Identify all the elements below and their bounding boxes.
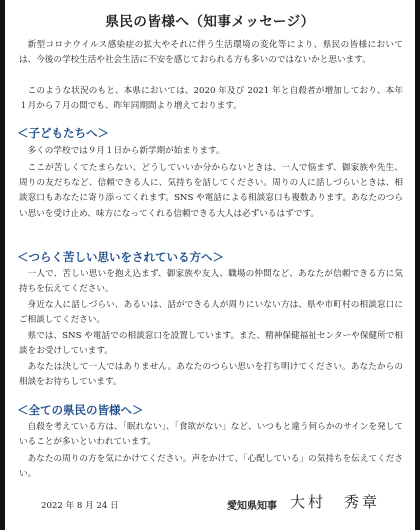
- signer-name: 大村 秀章: [290, 493, 381, 511]
- all-paragraph-1: 自殺を考えている方は、「眠れない」、「食欲がない」など、いつもと違う何らかのサインを発していることが多いといわれています。: [19, 422, 403, 448]
- intro-paragraph-1: 新型コロナウイルス感染症の拡大やそれに伴う生活環境の変化等により、県民の皆様においては、今後の学校生活や社会生活に不安を感じておられる方も多いのではないかと思います。: [19, 40, 403, 66]
- suffering-paragraph-3: 県では、SNS や電話での相談窓口を設置しています。また、精神保健福祉センターや保健所で相談をお受けしています。: [19, 331, 403, 357]
- all-paragraph-2: あなたの周りの方を気にかけてください。声をかけて、「心配している」の気持ちを伝えてください。: [19, 454, 403, 480]
- page-title: 県民の皆様へ（知事メッセージ）: [105, 14, 315, 30]
- document-date: 2022 年 8 月 24 日: [41, 501, 119, 511]
- suffering-paragraph-1: 一人で、苦しい思いを抱え込まず、御家族や友人、職場の仲間など、あなたが信頼できる方に気持ちを伝えてください。: [19, 269, 403, 295]
- all-residents-heading: ＜全ての県民の皆様へ＞: [17, 403, 144, 417]
- children-heading: ＜子どもたちへ＞: [17, 126, 109, 140]
- children-paragraph-2: ここが苦しくてたまらない、どうしていいか分からないときは、一人で悩まず、御家族や先生、周りの友だちなど、信頼できる人に、気持ちを話してください。周りの人に話しづらいときは、相談窓口もあなたに寄り添ってくれます。SNS や電話による相談窓口も複数あります。あなたのつらい思いを受け止め、味方になってくれる信頼できる大人は必ずいるはずです。: [19, 163, 403, 219]
- intro-paragraph-2: このような状況のもと、本県においては、2020 年及び 2021 年と自殺者が増加しており、本年１月から７月の間でも、昨年同期間より増えております。: [19, 86, 403, 112]
- suffering-paragraph-2: 身近な人に話しづらい、あるいは、話ができる人が周りにいない方は、県や市町村の相談窓口にご相談してください。: [19, 300, 403, 326]
- suffering-heading: ＜つらく苦しい思いをされている方へ＞: [17, 250, 224, 264]
- suffering-paragraph-4: あなたは決して一人ではありません。あなたのつらい思いを打ち明けてください。あなたからの相談をお待ちしています。: [19, 362, 403, 388]
- signer-title: 愛知県知事: [227, 501, 277, 512]
- children-paragraph-1: 多くの学校では９月１日から新学期が始まります。: [27, 146, 225, 156]
